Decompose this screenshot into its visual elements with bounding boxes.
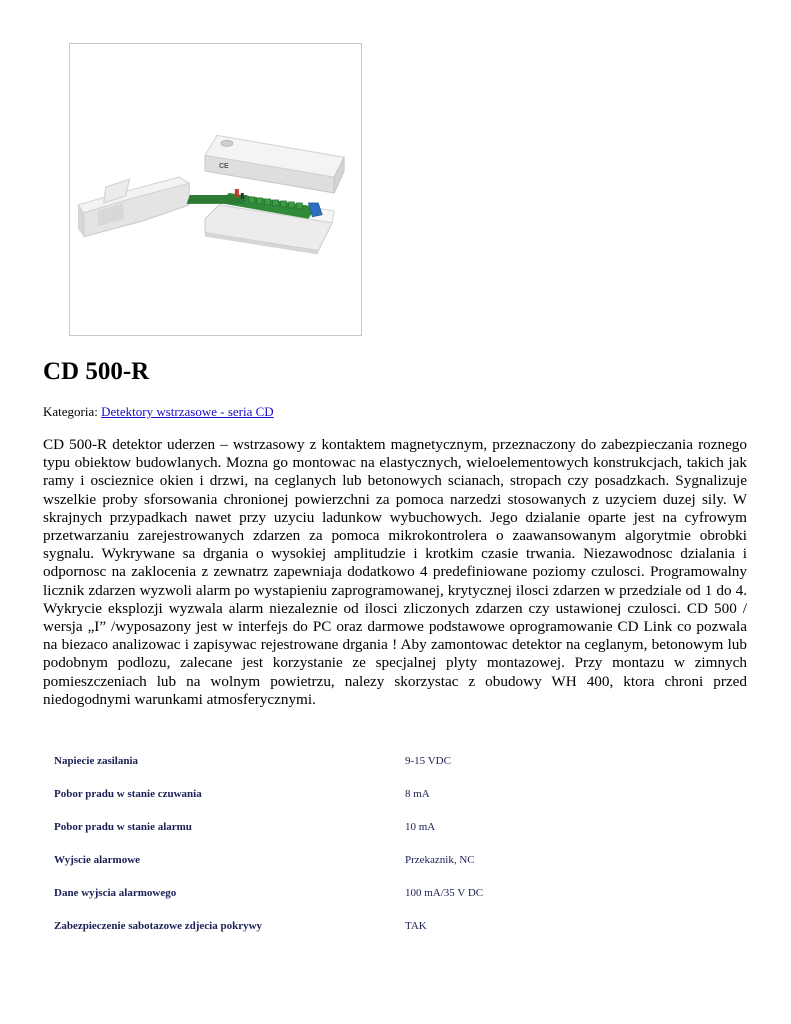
detector-cover xyxy=(205,135,344,193)
magnet-housing xyxy=(78,177,189,237)
spec-value: TAK xyxy=(405,919,427,932)
spec-label: Pobor pradu w stanie czuwania xyxy=(54,787,202,800)
spec-row xyxy=(46,810,746,843)
spec-value: 100 mA/35 V DC xyxy=(405,886,484,899)
product-description: CD 500-R detektor uderzen – wstrzasowy z kontaktem magnetycznym, przeznaczony do zabezpieczania roznego typu obiektow budowlanych. Mozna go montowac na elastycznych, wieloelementowych konstrukcjach, takich jak ramy i oscieznice okien i drzwi, na ceglanych lub betonowych scianach, stropach czy posadzkach. Sygnalizuje wszelkie proby sforsowania chronionej powierzchni za pomoca narzedzi stosowanych z uzyciem duzej sily. W skrajnych przypadkach nawet przy uzyciu ladunkow wybuchowych. Jego dzialanie oparte jest na cyfrowym przetwarzaniu zarejestrowanych zdarzen za pomoca mikrokontrolera o zaawansowanym algorytmie obrobki sygnalu. Wykrywane sa drgania o wysokiej amplitudzie i krotkim czasie trwania. Niezawodnosc dzialania i odpornosc na zaklocenia z zewnatrz zapewniaja dodatkowo 4 predefiniowane poziomy czulosci. Programowalny licznik zdarzen wyzwoli alarm po wystapieniu zaprogramowanej, krytycznej ilosci zdarzen w przedziale od 1 do 4. Wykrycie eksplozji wyzwala alarm niezaleznie od ilosci zliczonych zdarzen czy ustawionej czulosci. CD 500 / wersja „I” /wyposazony jest w interfejs do PC oraz darmowe podstawowe oprogramowanie CD Link co pozwala na biezaco analizowac i zapisywac rejestrowane drgania ! Aby zamontowac detektor na ceglanym, betonowym lub podobnym podlozu, zalecane jest korzystanie ze specjalnej plyty montazowej. Przy montazu w zimnych pomieszczeniach lub na wolnym powietrzu, nalezy skorzystac z obudowy WH 400, ktora chroni przed niedogodnymi warunkami atmosferycznymi. xyxy=(43,436,747,708)
spec-value: 8 mA xyxy=(405,787,430,800)
spec-label: Napiecie zasilania xyxy=(54,754,139,767)
category-label: Kategoria: xyxy=(43,404,102,419)
spec-row xyxy=(46,876,746,909)
spec-row xyxy=(46,777,746,810)
spec-row xyxy=(46,909,746,942)
spec-value: Przekaznik, NC xyxy=(405,853,475,866)
product-title: CD 500-R xyxy=(43,358,150,385)
spec-label: Zabezpieczenie sabotazowe zdjecia pokrywy xyxy=(54,919,263,932)
svg-text:CE: CE xyxy=(218,163,229,171)
spec-label: Pobor pradu w stanie alarmu xyxy=(54,820,192,833)
spec-row xyxy=(46,744,746,777)
spec-value: 9-15 VDC xyxy=(405,754,451,767)
category-line xyxy=(43,404,274,420)
product-image xyxy=(69,43,362,336)
spec-label: Dane wyjscia alarmowego xyxy=(54,886,177,899)
spec-row xyxy=(46,843,746,876)
category-link[interactable]: Detektory wstrzasowe - seria CD xyxy=(101,404,274,419)
spec-value: 10 mA xyxy=(405,820,436,833)
spec-label: Wyjscie alarmowe xyxy=(54,853,141,866)
shock-detector-illustration xyxy=(70,44,361,335)
detector-base-pcb xyxy=(187,189,335,255)
specifications-table xyxy=(46,744,746,942)
